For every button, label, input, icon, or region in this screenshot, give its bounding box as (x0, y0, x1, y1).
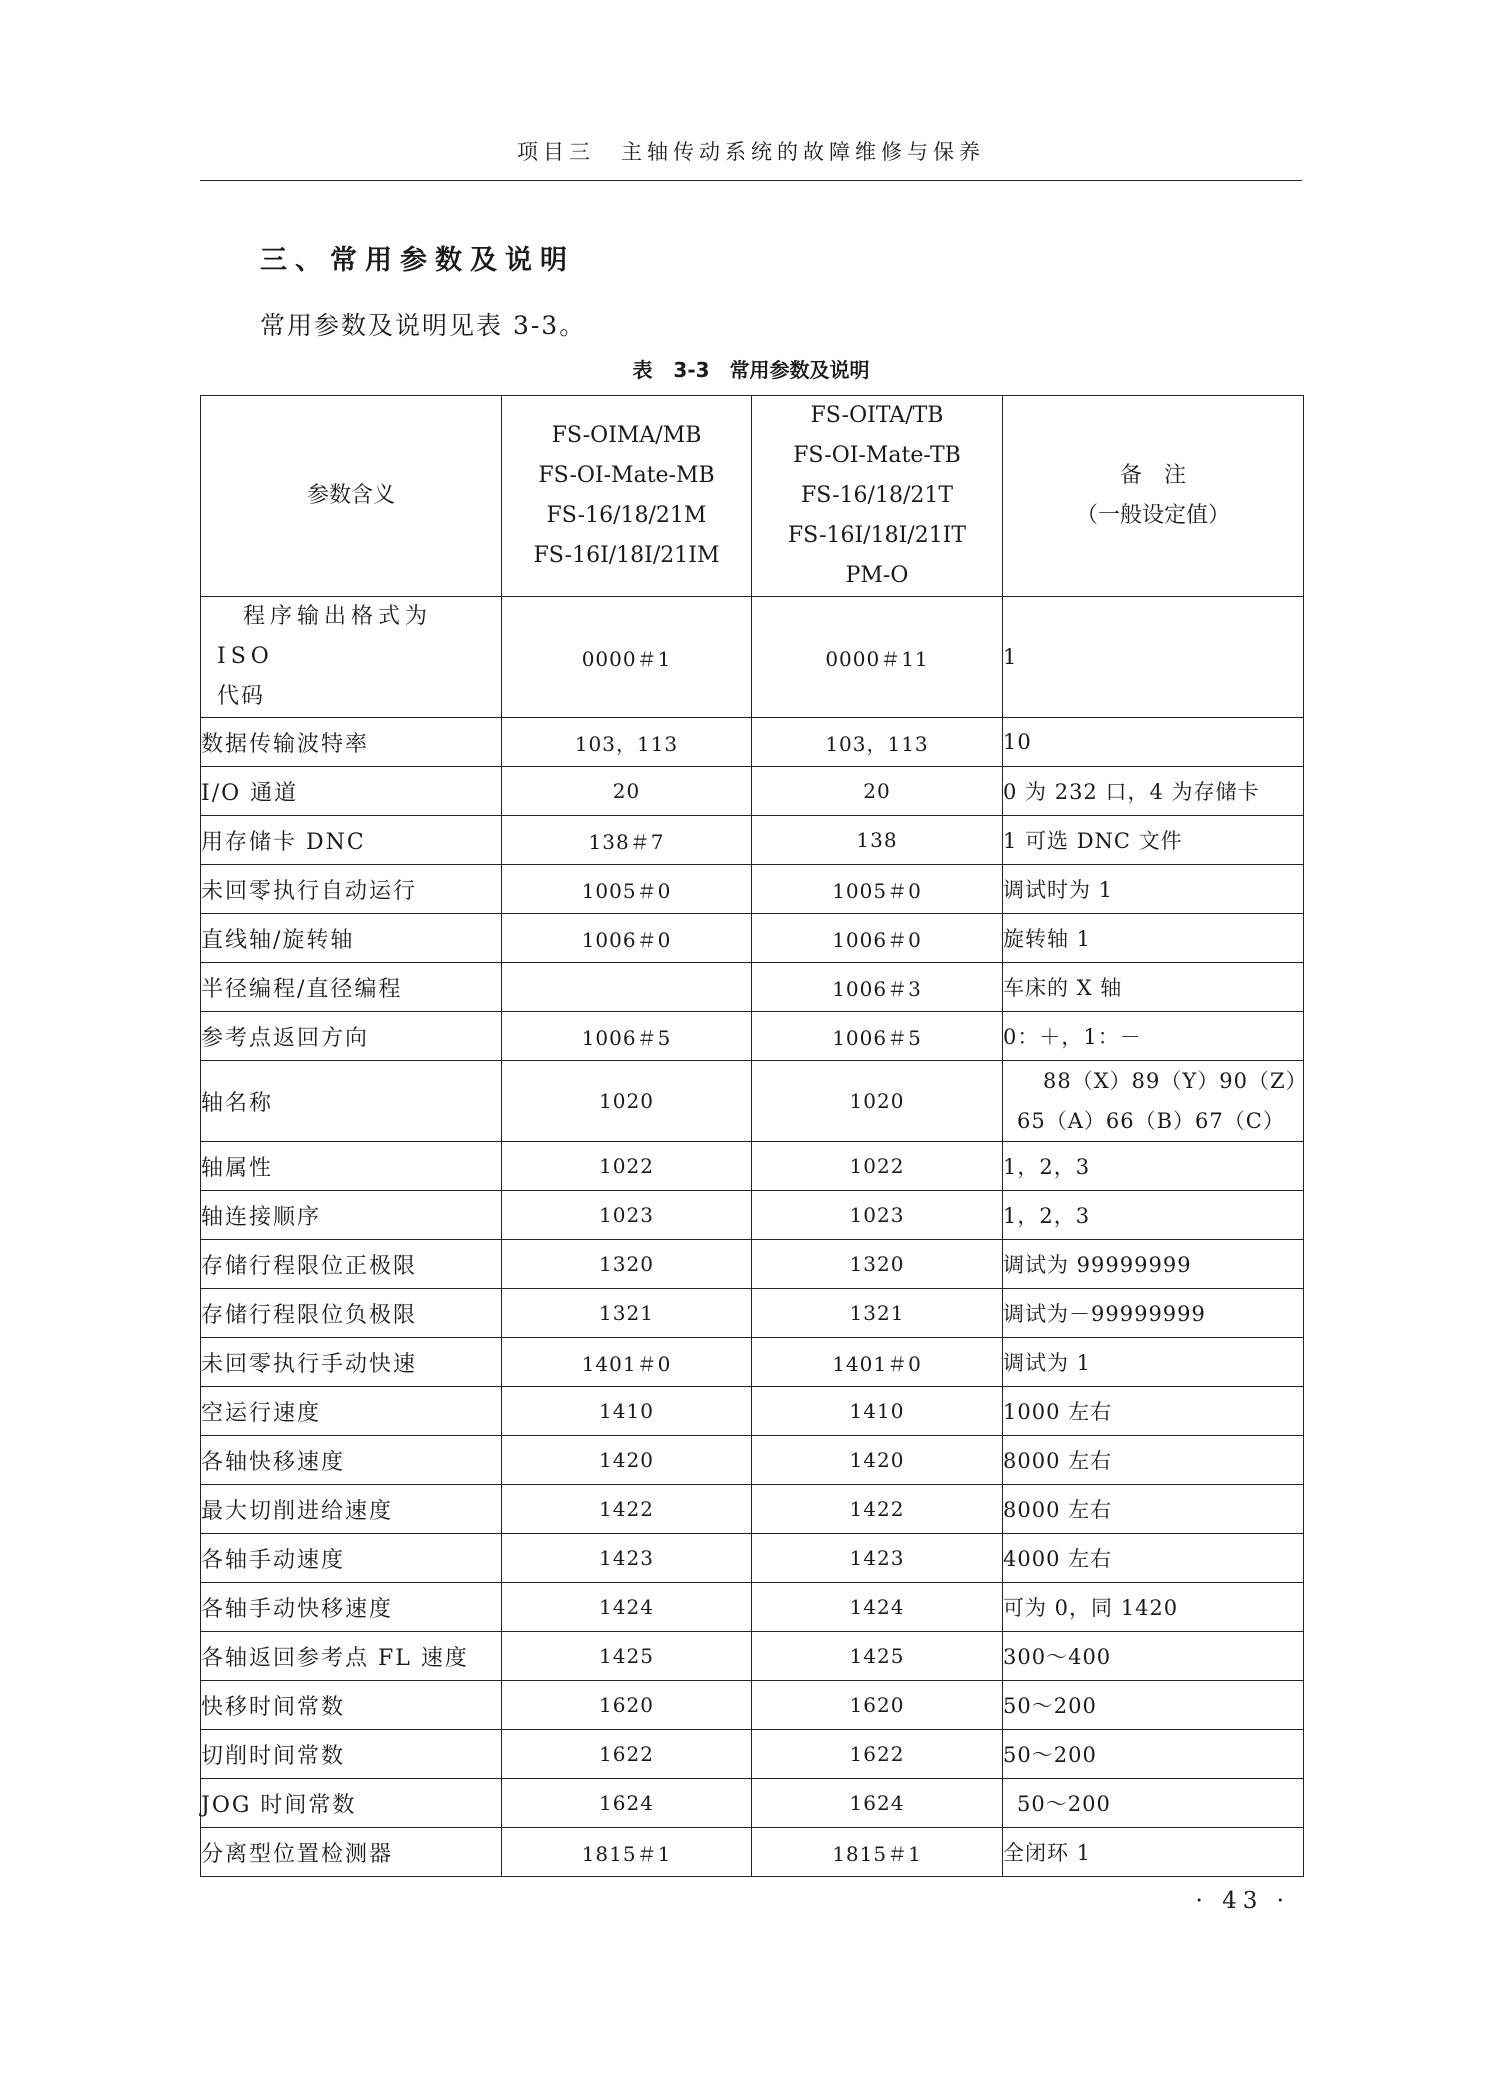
param-m-value: 1425 (502, 1632, 752, 1681)
param-remark: 调试为 99999999 (1003, 1240, 1304, 1289)
param-m-value: 1620 (502, 1681, 752, 1730)
param-meaning-cell: 未回零执行手动快速 (201, 1338, 502, 1387)
table-row (201, 1534, 1304, 1583)
param-m-value: 1622 (502, 1730, 752, 1779)
param-meaning-cell: 各轴快移速度 (201, 1436, 502, 1485)
page-number: · 43 · (1195, 1888, 1290, 1914)
param-meaning-cell: 半径编程/直径编程 (201, 963, 502, 1012)
header-t-series-line: FS-16/18/21T (800, 483, 954, 508)
param-m-value: 1410 (502, 1387, 752, 1436)
param-m-value: 1423 (502, 1534, 752, 1583)
param-t-value: 0000＃11 (752, 597, 1003, 718)
param-t-value: 1620 (752, 1681, 1003, 1730)
table-caption: 表 3-3 常用参数及说明 (632, 358, 870, 382)
param-remark-line: 88（X）89（Y）90（Z） (1043, 1069, 1308, 1093)
header-meaning (201, 396, 502, 597)
param-remark: 4000 左右 (1003, 1534, 1304, 1583)
param-m-value: 1420 (502, 1436, 752, 1485)
parameter-table (200, 395, 1308, 1877)
param-remark: 0：＋，1：－ (1003, 1012, 1304, 1061)
param-m-value: 103，113 (502, 718, 752, 767)
param-remark: 车床的 X 轴 (1003, 963, 1304, 1012)
param-m-value: 1023 (502, 1191, 752, 1240)
param-meaning-cell: 轴连接顺序 (201, 1191, 502, 1240)
table-row (201, 1485, 1304, 1534)
param-t-value: 1020 (752, 1061, 1003, 1142)
param-t-value: 1624 (752, 1779, 1003, 1828)
param-t-value: 1006＃5 (752, 1012, 1003, 1061)
param-meaning-cell: 各轴返回参考点 FL 速度 (201, 1632, 502, 1681)
param-t-value: 103，113 (752, 718, 1003, 767)
header-m-series-line: FS-OI-Mate-MB (538, 463, 715, 488)
param-remark: 0 为 232 口，4 为存储卡 (1003, 767, 1304, 816)
param-m-value: 1006＃5 (502, 1012, 752, 1061)
param-meaning-cell: 用存储卡 DNC (201, 816, 502, 865)
param-t-value: 1005＃0 (752, 865, 1003, 914)
header-t-series-line: PM-O (845, 563, 909, 588)
param-remark: 调试为－99999999 (1003, 1289, 1304, 1338)
table-row (201, 914, 1304, 963)
header-t-series (752, 396, 1003, 597)
param-remark: 可为 0，同 1420 (1003, 1583, 1304, 1632)
table-row (201, 1338, 1304, 1387)
param-m-value: 1005＃0 (502, 865, 752, 914)
table-row (201, 1142, 1304, 1191)
table-row (201, 865, 1304, 914)
param-remark: 调试为 1 (1003, 1338, 1304, 1387)
table-row (201, 1779, 1304, 1828)
param-meaning-cell: 分离型位置检测器 (201, 1828, 502, 1877)
param-meaning-line: 程序输出格式为 ISO (217, 604, 433, 669)
param-meaning-cell: 快移时间常数 (201, 1681, 502, 1730)
param-meaning-cell: 切削时间常数 (201, 1730, 502, 1779)
table-row (201, 1289, 1304, 1338)
header-t-series-line: FS-OI-Mate-TB (793, 443, 961, 468)
param-t-value: 1006＃0 (752, 914, 1003, 963)
param-m-value: 0000＃1 (502, 597, 752, 718)
param-t-value: 1006＃3 (752, 963, 1003, 1012)
param-remark: 8000 左右 (1003, 1436, 1304, 1485)
param-meaning-cell: 存储行程限位负极限 (201, 1289, 502, 1338)
param-meaning-cell: 最大切削进给速度 (201, 1485, 502, 1534)
param-remark: 50～200 (1003, 1681, 1304, 1730)
param-remark: 调试时为 1 (1003, 865, 1304, 914)
param-remark: 1，2，3 (1003, 1142, 1304, 1191)
param-t-value: 1425 (752, 1632, 1003, 1681)
param-remark: 全闭环 1 (1003, 1828, 1304, 1877)
table-row (201, 1387, 1304, 1436)
param-m-value: 1815＃1 (502, 1828, 752, 1877)
header-m-series-line: FS-OIMA/MB (551, 423, 702, 448)
param-t-value: 1815＃1 (752, 1828, 1003, 1877)
header-meaning-label: 参数含义 (306, 483, 395, 508)
param-meaning-cell: 直线轴/旋转轴 (201, 914, 502, 963)
param-t-value: 138 (752, 816, 1003, 865)
param-remark: 1000 左右 (1003, 1387, 1304, 1436)
param-m-value: 1020 (502, 1061, 752, 1142)
table-row (201, 1191, 1304, 1240)
param-m-value (502, 963, 752, 1012)
param-meaning-cell (201, 597, 502, 718)
section-heading: 三、常用参数及说明 (260, 245, 575, 276)
table-row (201, 1632, 1304, 1681)
table-row (201, 1012, 1304, 1061)
param-m-value: 1321 (502, 1289, 752, 1338)
param-t-value: 1420 (752, 1436, 1003, 1485)
header-remark (1003, 396, 1304, 597)
header-m-series-line: FS-16/18/21M (546, 503, 707, 528)
header-remark-line: 备 注 (1119, 463, 1186, 488)
table-row (201, 1436, 1304, 1485)
header-m-series (502, 396, 752, 597)
table-row (201, 963, 1304, 1012)
param-remark: 10 (1003, 718, 1304, 767)
param-remark: 1 (1003, 597, 1304, 718)
param-t-value: 1422 (752, 1485, 1003, 1534)
param-t-value: 1023 (752, 1191, 1003, 1240)
table-row (201, 1240, 1304, 1289)
table-row (201, 1061, 1304, 1142)
table-row (201, 1730, 1304, 1779)
param-m-value: 1006＃0 (502, 914, 752, 963)
param-meaning-cell: 轴属性 (201, 1142, 502, 1191)
table-row (201, 1681, 1304, 1730)
table-row (201, 718, 1304, 767)
header-rule (200, 180, 1302, 181)
param-remark: 300～400 (1003, 1632, 1304, 1681)
running-head: 项目三 主轴传动系统的故障维修与保养 (517, 140, 985, 164)
header-m-series-line: FS-16I/18I/21IM (533, 543, 720, 568)
param-remark: 1 可选 DNC 文件 (1003, 816, 1304, 865)
param-meaning-line: 代码 (217, 684, 266, 709)
param-meaning-cell: JOG 时间常数 (201, 1779, 502, 1828)
table-row (201, 1583, 1304, 1632)
header-remark-line: （一般设定值） (1075, 503, 1230, 528)
param-m-value: 1320 (502, 1240, 752, 1289)
param-meaning-cell: 存储行程限位正极限 (201, 1240, 502, 1289)
param-t-value: 1423 (752, 1534, 1003, 1583)
param-remark: 1，2，3 (1003, 1191, 1304, 1240)
param-remark: 旋转轴 1 (1003, 914, 1304, 963)
param-meaning-cell: 数据传输波特率 (201, 718, 502, 767)
param-meaning-cell: 参考点返回方向 (201, 1012, 502, 1061)
table-header-row (201, 396, 1304, 597)
param-t-value: 20 (752, 767, 1003, 816)
param-meaning-cell: 未回零执行自动运行 (201, 865, 502, 914)
param-remark (1003, 1061, 1308, 1142)
param-m-value: 1624 (502, 1779, 752, 1828)
header-t-series-line: FS-OITA/TB (810, 403, 944, 428)
table-row (201, 767, 1304, 816)
param-t-value: 1321 (752, 1289, 1003, 1338)
header-t-series-line: FS-16I/18I/21IT (787, 523, 967, 548)
param-t-value: 1320 (752, 1240, 1003, 1289)
param-t-value: 1622 (752, 1730, 1003, 1779)
param-remark: 50～200 (1003, 1730, 1304, 1779)
intro-paragraph: 常用参数及说明见表 3-3。 (260, 311, 587, 340)
table-row (201, 597, 1304, 718)
table-row (201, 1828, 1304, 1877)
param-t-value: 1401＃0 (752, 1338, 1003, 1387)
param-m-value: 138＃7 (502, 816, 752, 865)
param-m-value: 1022 (502, 1142, 752, 1191)
param-meaning-cell: 轴名称 (201, 1061, 502, 1142)
param-m-value: 1424 (502, 1583, 752, 1632)
param-meaning-cell: I/O 通道 (201, 767, 502, 816)
param-meaning-cell: 各轴手动快移速度 (201, 1583, 502, 1632)
param-remark: 50～200 (1003, 1779, 1304, 1828)
param-t-value: 1410 (752, 1387, 1003, 1436)
param-remark-line: 65（A）66（B）67（C） (1017, 1109, 1285, 1133)
param-m-value: 20 (502, 767, 752, 816)
param-t-value: 1022 (752, 1142, 1003, 1191)
param-remark: 8000 左右 (1003, 1485, 1304, 1534)
param-m-value: 1422 (502, 1485, 752, 1534)
param-t-value: 1424 (752, 1583, 1003, 1632)
table-row (201, 816, 1304, 865)
param-m-value: 1401＃0 (502, 1338, 752, 1387)
param-meaning-cell: 空运行速度 (201, 1387, 502, 1436)
param-meaning-cell: 各轴手动速度 (201, 1534, 502, 1583)
